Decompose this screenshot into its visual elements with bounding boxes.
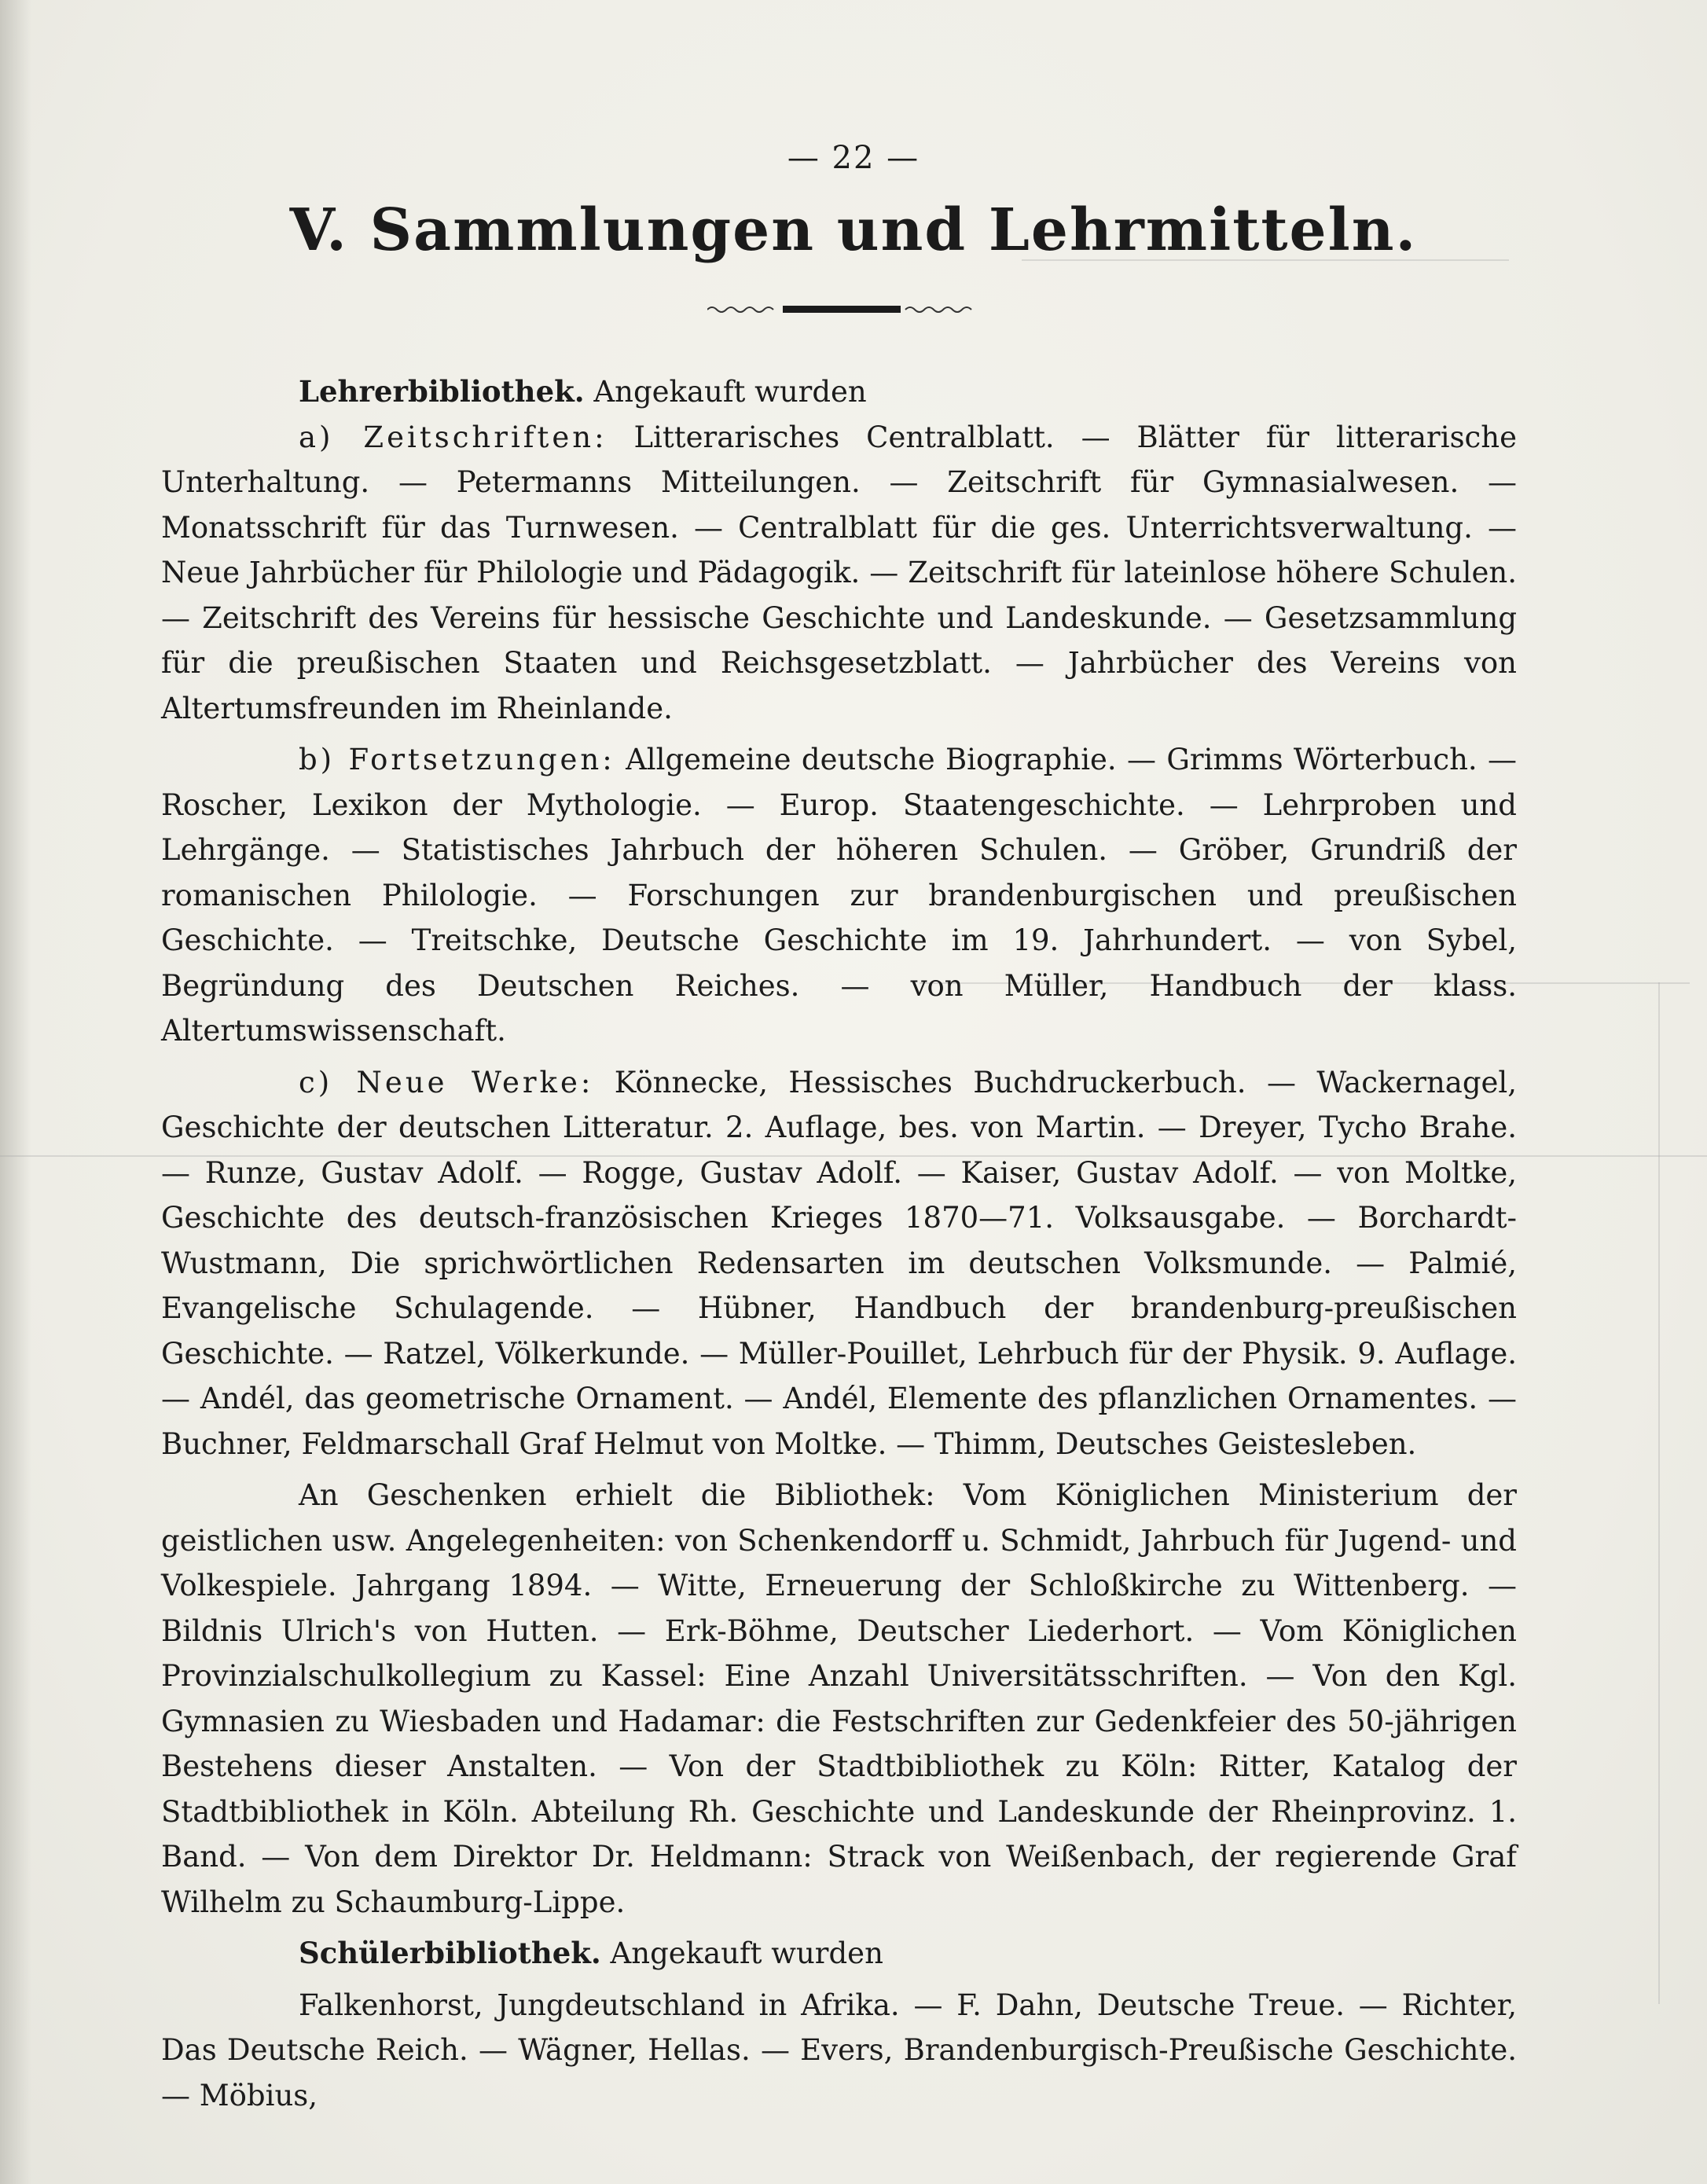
schueler-heading-line (161, 1931, 1517, 1977)
schuelerbibliothek-intro: Angekauft wurden (610, 1936, 883, 1970)
lehrer-heading-line (161, 369, 1517, 415)
paragraph-zeitschriften (161, 415, 1517, 732)
title-ornament (707, 297, 975, 321)
body-text (161, 369, 1517, 2118)
lehrerbibliothek-heading: Lehrerbibliothek. (299, 374, 585, 409)
text-neue-werke: Könnecke, Hessisches Buchdruckerbuch. — Wackernagel, Geschichte der deutschen Litteratur. 2. Auflage, bes. von Martin. — Dreyer, Tycho Brahe. — Runze, Gustav Adolf. — Rogge, Gustav Adolf. — Kaiser, Gustav Adolf. — von Moltke, Geschichte des deutsch-französischen Krieges 1870—71. Volksausgabe. — Borchardt-Wustmann, Die sprichwörtlichen Redensarten im deutschen Volksmunde. — Palmié, Evangelische Schulagende. — Hübner, Handbuch der brandenburg-preußischen Geschichte. — Ratzel, Völkerkunde. — Müller-Pouillet, Lehrbuch für der Physik. 9. Auflage. — Andél, das geometrische Ornament. — Andél, Elemente des pflanzlichen Ornamentes. — Buchner, Feldmarschall Graf Helmut von Moltke. — Thimm, Deutsches Geistesleben. (161, 1065, 1518, 1461)
label-zeitschriften: a) Zeitschriften: (299, 420, 608, 454)
page-number: — 22 — (787, 140, 920, 176)
paragraph-geschenke: An Geschenken erhielt die Bibliothek: Vom Königlichen Ministerium der geistlichen usw. Angelegenheiten: von Schenkendorff u. Schmidt, Jahrbuch für Jugend- und Volkespiele. Jahrgang 1894. — Witte, Erneuerung der Schloßkirche zu Wittenberg. — Bildnis Ulrich's von Hutten. — Erk-Böhme, Deutscher Liederhort. — Vom Königlichen Provinzialschulkollegium zu Kassel: Eine Anzahl Universitätsschriften. — Von den Kgl. Gymnasien zu Wiesbaden und Hadamar: die Festschriften zur Gedenkfeier des 50-jährigen Bestehens dieser Anstalten. — Von der Stadtbibliothek zu Köln: Ritter, Katalog der Stadtbibliothek in Köln. Abteilung Rh. Geschichte und Landeskunde der Rheinprovinz. 1. Band. — Von dem Direktor Dr. Heldmann: Strack von Weißenbach, der regierende Graf Wilhelm zu Schaumburg-Lippe. (161, 1478, 1517, 1919)
paragraph-fortsetzungen (161, 737, 1517, 1054)
paragraph-schuelerbibliothek: Falkenhorst, Jungdeutschland in Afrika. — F. Dahn, Deutsche Treue. — Richter, Das Deutsche Reich. — Wägner, Hellas. — Evers, Brandenburgisch-Preußische Geschichte. — Möbius, (161, 1988, 1517, 2112)
text-zeitschriften: Litterarisches Centralblatt. — Blätter für litterarische Unterhaltung. — Petermanns Mitteilungen. — Zeitschrift für Gymnasialwesen. — Monatsschrift für das Turnwesen. — Centralblatt für die ges. Unterrichtsverwaltung. — Neue Jahrbücher für Philologie und Pädagogik. — Zeitschrift für lateinlose höhere Schulen. — Zeitschrift des Vereins für hessische Geschichte und Landeskunde. — Gesetzsammlung für die preußischen Staaten und Reichsgesetzblatt. — Jahrbücher des Vereins von Altertumsfreunden im Rheinlande. (161, 420, 1518, 725)
show-through-mark (1658, 982, 1660, 2004)
schuelerbibliothek-heading: Schülerbibliothek. (299, 1936, 601, 1970)
section-title: V. Sammlungen und Lehrmitteln. (289, 196, 1418, 264)
scan-edge-shadow (0, 0, 31, 2184)
lehrerbibliothek-intro: Angekauft wurden (593, 375, 867, 409)
text-fortsetzungen: Allgemeine deutsche Biographie. — Grimms Wörterbuch. — Roscher, Lexikon der Mythologie. — Europ. Staatengeschichte. — Lehrproben und Lehrgänge. — Statistisches Jahrbuch der höheren Schulen. — Gröber, Grundriß der romanischen Philologie. — Forschungen zur brandenburgischen und preußischen Geschichte. — Treitschke, Deutsche Geschichte im 19. Jahrhundert. — von Sybel, Begründung des Deutschen Reiches. — von Müller, Handbuch der klass. Altertumswissenschaft. (161, 743, 1517, 1048)
label-fortsetzungen: b) Fortsetzungen: (299, 743, 615, 776)
label-neue-werke: c) Neue Werke: (299, 1065, 594, 1099)
paragraph-neue-werke (161, 1060, 1517, 1467)
